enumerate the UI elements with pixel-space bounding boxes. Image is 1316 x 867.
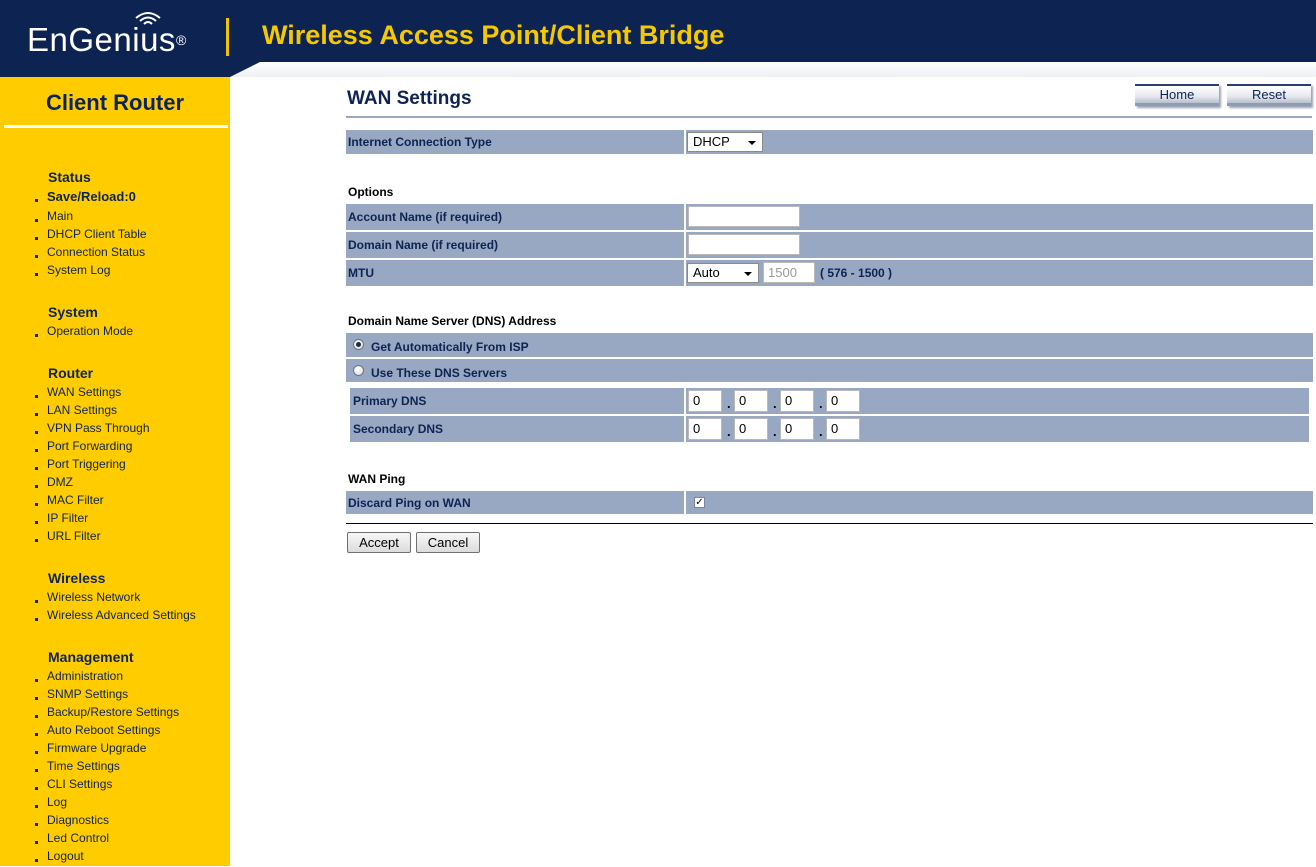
dns-auto-radio[interactable] bbox=[353, 339, 364, 350]
primary-dns-label: Primary DNS bbox=[353, 394, 427, 408]
sidebar: Client Router Status Save/Reload:0 Main DHCP Client Table Connection Status System Log System Operation Mode Router WAN Settings LAN Settings VPN Pass Through Port Forwarding Port Triggering DMZ MAC Filter IP Filter URL Filter Wireless Wireless Network Wireless Advanced Settings Management Administration SNMP Settings Backup/Restore Settings Auto Reboot Settings Firmware Upgrade Time Settings CLI Settings Log Diagnostics Led Control Logout bbox=[0, 77, 230, 866]
primary-dns-octet-3[interactable]: 0 bbox=[780, 390, 814, 412]
discard-ping-checkbox[interactable]: ✓ bbox=[695, 497, 704, 508]
header-title: Wireless Access Point/Client Bridge bbox=[262, 20, 725, 50]
home-button[interactable]: Home bbox=[1135, 84, 1219, 106]
secondary-dns-octet-2[interactable]: 0 bbox=[734, 418, 768, 440]
dns-manual-radio[interactable] bbox=[353, 365, 364, 376]
connection-type-select[interactable]: DHCP bbox=[687, 132, 763, 152]
discard-ping-row bbox=[346, 491, 1313, 514]
nav-heading-router: Router bbox=[48, 365, 94, 381]
chevron-down-icon bbox=[744, 272, 752, 276]
mtu-mode-select[interactable]: Auto bbox=[687, 263, 759, 283]
dns-manual-label: Use These DNS Servers bbox=[371, 366, 508, 380]
nav-heading-system: System bbox=[48, 304, 98, 320]
nav-heading-wireless: Wireless bbox=[48, 570, 106, 586]
options-label: Options bbox=[348, 185, 394, 199]
primary-dns-row: Primary DNS 0 . 0 . 0 . 0 bbox=[350, 388, 1309, 414]
secondary-dns-label: Secondary DNS bbox=[353, 422, 444, 436]
domain-name-input[interactable] bbox=[688, 234, 800, 255]
chevron-down-icon bbox=[748, 141, 756, 145]
account-name-label: Account Name (if required) bbox=[348, 210, 503, 224]
title-divider bbox=[346, 116, 1312, 118]
account-name-input[interactable] bbox=[688, 206, 800, 227]
connection-type-label: Internet Connection Type bbox=[348, 135, 492, 149]
secondary-dns-octet-3[interactable]: 0 bbox=[780, 418, 814, 440]
connection-type-row bbox=[346, 130, 1313, 154]
discard-ping-label: Discard Ping on WAN bbox=[348, 496, 471, 510]
cancel-button[interactable]: Cancel bbox=[416, 532, 480, 553]
engenius-logo: EnGenius® bbox=[27, 21, 187, 58]
wifi-icon bbox=[134, 10, 162, 28]
domain-name-label: Domain Name (if required) bbox=[348, 238, 499, 252]
secondary-dns-row: Secondary DNS 0 . 0 . 0 . 0 bbox=[350, 416, 1309, 442]
nav-heading-management: Management bbox=[48, 649, 134, 665]
form-bottom-divider bbox=[346, 523, 1313, 524]
header-stripe bbox=[230, 62, 1316, 77]
reset-button[interactable]: Reset bbox=[1227, 84, 1311, 106]
mtu-range-text: ( 576 - 1500 ) bbox=[820, 266, 893, 280]
mtu-label: MTU bbox=[348, 266, 374, 280]
wan-ping-label: WAN Ping bbox=[348, 472, 406, 486]
secondary-dns-octet-1[interactable]: 0 bbox=[688, 418, 722, 440]
account-name-row bbox=[346, 204, 1313, 230]
accept-button[interactable]: Accept bbox=[347, 532, 411, 553]
nav-heading-status: Status bbox=[48, 169, 91, 185]
header-notch bbox=[230, 62, 260, 77]
primary-dns-octet-1[interactable]: 0 bbox=[688, 390, 722, 412]
primary-dns-octet-4[interactable]: 0 bbox=[826, 390, 860, 412]
page-title: WAN Settings bbox=[347, 88, 472, 109]
mtu-value-input[interactable]: 1500 bbox=[763, 262, 815, 283]
secondary-dns-octet-4[interactable]: 0 bbox=[826, 418, 860, 440]
dns-section-label: Domain Name Server (DNS) Address bbox=[348, 314, 557, 328]
sidebar-title-underline bbox=[4, 125, 228, 128]
primary-dns-octet-2[interactable]: 0 bbox=[734, 390, 768, 412]
sidebar-title: Client Router bbox=[45, 90, 185, 115]
header-divider bbox=[226, 18, 229, 56]
domain-name-row bbox=[346, 232, 1313, 258]
dns-auto-label: Get Automatically From ISP bbox=[371, 340, 529, 354]
